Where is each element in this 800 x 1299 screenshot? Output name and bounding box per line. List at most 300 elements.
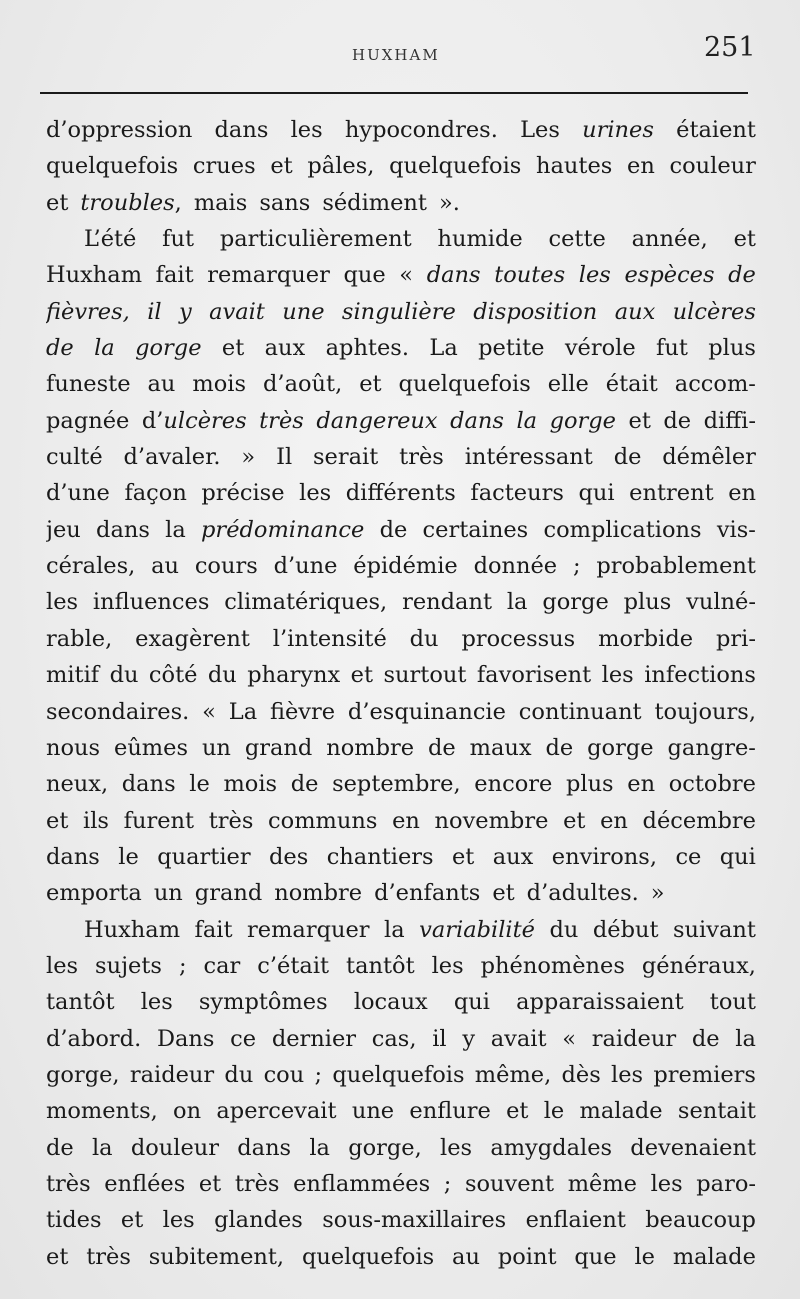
text: de [545,734,574,761]
text: les [601,662,634,689]
word [237,1130,291,1166]
text: du [224,1061,254,1088]
word [269,839,308,875]
word [235,1166,280,1202]
word [573,548,581,584]
text-line [46,1130,756,1166]
word [653,1057,756,1093]
text: remarquer [247,916,370,943]
word [179,948,187,984]
text: apercevait [216,1098,337,1125]
text: ; [314,1061,323,1088]
text: les [611,1061,644,1088]
text: processus [461,625,576,652]
word [302,1239,434,1275]
text: nombre [274,880,363,907]
word [135,621,250,657]
text: influences [92,589,210,616]
word [209,294,265,330]
word [696,1166,756,1202]
word [454,984,490,1020]
text: infections [644,662,756,689]
word [734,221,756,257]
text: La [228,698,258,725]
word [46,657,99,693]
text: que [574,1243,617,1270]
text-line [46,330,756,366]
word [439,185,460,221]
word [173,1093,201,1129]
text: crues [192,153,256,180]
text: très [234,1170,280,1197]
text: exagèrent [135,625,250,652]
word [708,330,756,366]
word [348,1130,422,1166]
text: tantôt [346,952,415,979]
text: les [431,952,464,979]
text: probablement [596,553,756,580]
text-line [46,948,756,984]
word [419,912,535,948]
word [668,730,756,766]
word [274,875,362,911]
text: du [409,625,439,652]
word [326,330,409,366]
word [481,948,625,984]
text: précise [201,480,285,507]
word [465,439,593,475]
word [353,548,457,584]
word [669,766,756,802]
word [374,875,480,911]
text-line [46,257,756,293]
word [195,912,233,948]
word [606,366,658,402]
italic-text: dangereux [316,407,438,434]
italic-text: les [578,262,611,289]
italic-text: de [728,262,756,289]
word [46,694,189,730]
word [651,1166,683,1202]
text: surtout [383,662,467,689]
text: et [359,371,382,398]
text: culté [46,444,103,471]
word [600,803,628,839]
text: neux, [46,771,109,798]
text: vérole [564,335,636,362]
word [490,1130,612,1166]
word [309,1130,330,1166]
word [274,548,338,584]
text: qui [453,989,490,1016]
word [410,621,439,657]
text: en [392,807,420,834]
word [392,803,420,839]
word [516,403,537,439]
text: chantiers [326,843,434,870]
word [651,875,665,911]
word [223,766,277,802]
text: Dans [156,1025,215,1052]
text: fut [162,226,195,253]
word [322,185,427,221]
text: « [562,1025,577,1052]
text: très [86,1243,131,1270]
text: aphtes. [325,335,409,362]
italic-text: dans [450,407,504,434]
word [46,475,110,511]
text: raideur [591,1025,677,1052]
text: « [202,698,216,725]
text: amygdales [490,1134,613,1161]
word [202,694,216,730]
text: quelquefois [46,153,179,180]
word [372,1021,417,1057]
text: d’avaler. [123,444,221,471]
text: complications [543,516,702,543]
word [552,839,657,875]
text: les [162,1207,195,1234]
text: cours [194,553,258,580]
text: étaient [676,117,756,143]
word [247,657,340,693]
word [526,1202,626,1238]
text: et [221,335,245,362]
word [332,1057,464,1093]
text: octobre [668,771,756,798]
text-line [46,148,756,184]
word [199,1166,221,1202]
word [710,984,756,1020]
word [720,839,756,875]
italic-text: la [94,335,115,362]
word [543,512,701,548]
text: toujours, [654,698,756,725]
text: dans [237,1134,292,1161]
text: et [563,807,586,834]
word [293,1166,430,1202]
word [157,1021,215,1057]
word [195,548,258,584]
text: quelquefois [389,153,522,180]
word [644,657,756,693]
text: particulièrement [219,226,412,253]
italic-text: singulière [341,298,456,325]
word [614,439,642,475]
text: un [201,734,231,761]
word [46,1202,102,1238]
text: entrent [629,480,714,507]
word [214,1202,303,1238]
text-line [46,984,756,1020]
word [578,475,614,511]
text: la [91,1134,113,1161]
text: plus [565,771,614,798]
text: de [691,1025,720,1052]
text: morbide [598,625,694,652]
italic-text: urines [582,117,654,143]
word [207,257,330,293]
text: rable, [46,625,113,652]
word [46,803,68,839]
text: du [549,916,579,943]
text: souvent [464,1170,555,1197]
word [673,912,756,948]
text: quartier [157,843,251,870]
word [216,1093,336,1129]
word [354,984,428,1020]
text-line [46,439,756,475]
word [245,730,312,766]
word [506,1093,528,1129]
text: quelquefois [332,1061,465,1088]
text: La [429,335,458,362]
word [477,657,591,693]
word [93,584,209,620]
text: plus [708,335,756,362]
word [611,1057,643,1093]
text: les [46,952,79,979]
word [201,475,284,511]
word [124,803,194,839]
word [202,730,231,766]
text: ils [83,807,109,834]
text: d’esquinancie [347,698,506,725]
word [94,330,115,366]
text: accom- [674,371,756,398]
word [507,584,528,620]
text-line [46,875,756,911]
word [435,803,549,839]
word [474,548,558,584]
word [270,694,335,730]
word [96,512,150,548]
word [46,621,112,657]
text: en [728,480,756,507]
word [163,1202,195,1238]
text: Les [520,117,560,143]
text: d’abord. [46,1025,142,1052]
word [656,330,688,366]
word [462,1021,475,1057]
text: remarquer [207,262,330,289]
text: tides [46,1207,102,1234]
text: elle [547,371,589,398]
text: sujets [95,952,162,979]
text: maux [469,734,532,761]
text: la [506,589,528,616]
word [536,148,612,184]
word [673,1239,756,1275]
word [345,112,498,148]
italic-text: troubles [80,189,175,216]
word [314,1057,322,1093]
italic-text: ulcères [672,298,756,325]
word [124,475,186,511]
text-line [46,1093,756,1129]
text: tantôt [46,989,115,1016]
text-line [46,694,756,730]
text-line [46,548,756,584]
word [84,912,180,948]
text: suivant [673,916,756,943]
word [624,257,714,293]
word [450,403,504,439]
word [478,330,544,366]
word [124,439,221,475]
text: pharynx [247,662,341,689]
word [282,294,324,330]
text: hautes [536,153,613,180]
text: secondaires. [46,698,190,725]
word [348,694,506,730]
word [432,1021,446,1057]
text: tout [709,989,756,1016]
word [46,512,81,548]
word [46,294,130,330]
text-line [46,403,756,439]
word [566,766,614,802]
text: épidémie [353,553,458,580]
word [114,730,188,766]
word [201,512,364,548]
word [46,148,178,184]
word [634,1239,655,1275]
word [474,766,552,802]
word [86,1239,131,1275]
word [148,366,176,402]
word [593,912,659,948]
text-line [46,294,756,330]
word [46,839,100,875]
text: fut [656,335,688,362]
text-line [46,803,756,839]
text-line [46,1239,756,1275]
italic-text: avait [209,298,265,325]
text: pâles, [307,153,375,180]
word [527,875,639,911]
word [272,1021,356,1057]
word [473,294,597,330]
text: moments, [46,1098,158,1125]
text: douleur [130,1134,220,1161]
text: cou [263,1061,305,1088]
word [562,1021,576,1057]
text-line [46,1021,756,1057]
text: la [309,1134,330,1161]
text: des [269,843,309,870]
text: raideur [129,1061,215,1088]
word [46,185,68,221]
text: emporta [46,880,142,907]
text: côté [148,662,198,689]
text: le [189,771,210,798]
text: le [634,1243,655,1270]
italic-text: espèces [624,262,715,289]
word [492,875,514,911]
word [642,948,756,984]
page-number: 251 [704,32,756,63]
text: fait [194,916,233,943]
text: en [600,807,628,834]
word [602,657,634,693]
word [654,694,756,730]
word [220,221,412,257]
text: la [384,916,405,943]
word [268,803,377,839]
word [676,112,756,148]
text: d’ [141,407,164,434]
word [46,112,192,148]
text: année, [631,226,708,253]
text: apparaissaient [516,989,684,1016]
word [46,1130,74,1166]
word [452,1239,480,1275]
text: gorge [587,734,654,761]
text: les [140,989,173,1016]
word [440,1130,472,1166]
word [549,912,578,948]
word [491,1021,547,1057]
text: y [462,1025,476,1052]
word [276,439,292,475]
text: quelquefois [398,371,531,398]
text: certaines [422,516,529,543]
text: vulné- [686,589,756,616]
word [615,294,656,330]
word [209,803,254,839]
text: ». [438,189,460,216]
text: on [173,1098,202,1125]
text: d’août, [263,371,343,398]
text: sentait [677,1098,756,1125]
word [352,1093,394,1129]
word [629,475,713,511]
text: novembre [434,807,549,834]
text-line [46,839,756,875]
text: mois [223,771,278,798]
text: paro- [696,1170,756,1197]
text: car [203,952,241,979]
word [195,875,262,911]
word [326,730,414,766]
word [548,366,589,402]
text: enflure [409,1098,491,1125]
text: dernier [271,1025,357,1052]
italic-text: variabilité [419,916,535,943]
word [546,730,574,766]
text: jeu [46,516,81,543]
text: la [735,1025,756,1052]
text: d’enfants [374,880,481,907]
text: pri- [715,625,756,652]
word [46,1239,68,1275]
text: plus [623,589,672,616]
word [632,221,708,257]
text: du [109,662,139,689]
text: ; [178,952,187,979]
italic-text: toutes [494,262,566,289]
word [46,403,129,439]
word [313,439,378,475]
word [624,584,672,620]
word [46,1021,141,1057]
word [579,257,611,293]
text: du [207,662,237,689]
text: devenaient [630,1134,756,1161]
text: Huxham [84,916,181,943]
word [156,257,194,293]
